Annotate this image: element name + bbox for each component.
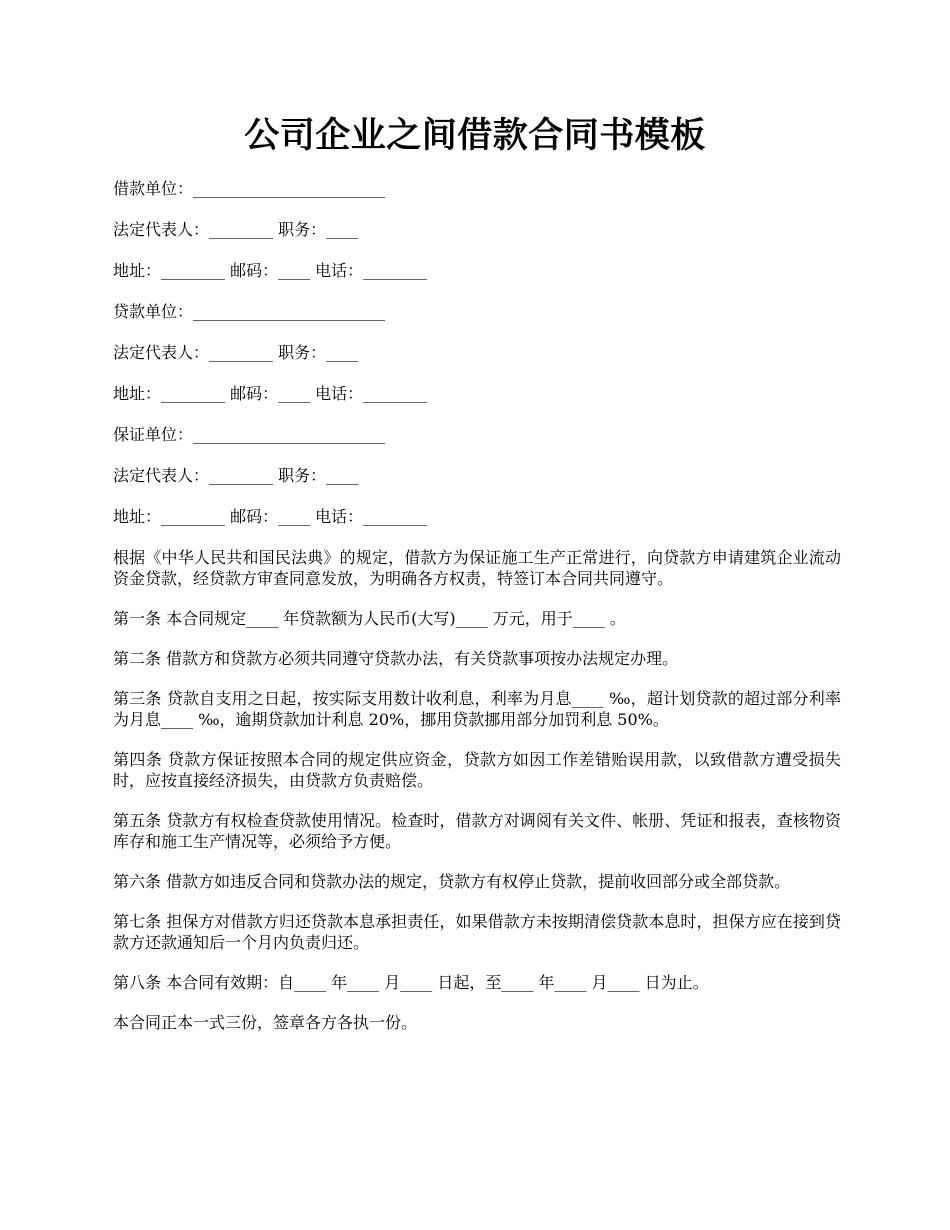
article-7-paragraph: 第七条 担保方对借款方归还贷款本息承担责任，如果借款方未按期清偿贷款本息时，担保方应在接到贷款方还款通知后一个月内负责归还。 (113, 912, 841, 952)
borrower-unit-line: 借款单位：________________________ (113, 179, 386, 198)
article-2-paragraph: 第二条 借款方和贷款方必须共同遵守贷款办法，有关贷款事项按办法规定办理。 (113, 649, 679, 668)
article-3-paragraph: 第三条 贷款自支用之日起，按实际支用数计收利息，利率为月息____ ‰，超计划贷款的超过部分利率为月息____ ‰，逾期贷款加计利息 20%，挪用贷款挪用部分加罚利息 50%。 (113, 689, 841, 729)
document-title: 公司企业之间借款合同书模板 (244, 115, 706, 156)
borrower-representative-line: 法定代表人：________ 职务：____ (113, 220, 359, 239)
preamble-paragraph: 根据《中华人民共和国民法典》的规定，借款方为保证施工生产正常进行，向贷款方申请建筑企业流动资金贷款，经贷款方审查同意发放，为明确各方权责，特签订本合同共同遵守。 (113, 548, 841, 588)
lender-unit-line: 贷款单位：________________________ (113, 302, 386, 321)
guarantor-representative-line: 法定代表人：________ 职务：____ (113, 466, 359, 485)
guarantor-unit-line: 保证单位：________________________ (113, 425, 386, 444)
article-6-paragraph: 第六条 借款方如违反合同和贷款办法的规定，贷款方有权停止贷款，提前收回部分或全部贷款。 (113, 872, 791, 891)
article-1-paragraph: 第一条 本合同规定____ 年贷款额为人民币(大写)____ 万元，用于____ 。 (113, 609, 626, 628)
copies-paragraph: 本合同正本一式三份，签章各方各执一份。 (113, 1013, 418, 1032)
lender-address-line: 地址：________ 邮码：____ 电话：________ (113, 384, 428, 403)
article-5-paragraph: 第五条 贷款方有权检查贷款使用情况。检查时，借款方对调阅有关文件、帐册、凭证和报表，查核物资库存和施工生产情况等，必须给予方便。 (113, 811, 841, 851)
lender-representative-line: 法定代表人：________ 职务：____ (113, 343, 359, 362)
guarantor-address-line: 地址：________ 邮码：____ 电话：________ (113, 507, 428, 526)
article-8-paragraph: 第八条 本合同有效期：自____ 年____ 月____ 日起，至____ 年____ 月____ 日为止。 (113, 973, 709, 992)
document-body (113, 178, 841, 1052)
article-4-paragraph: 第四条 贷款方保证按照本合同的规定供应资金，贷款方如因工作差错贻误用款，以致借款方遭受损失时，应按直接经济损失，由贷款方负责赔偿。 (113, 750, 841, 790)
borrower-address-line: 地址：________ 邮码：____ 电话：________ (113, 261, 428, 280)
